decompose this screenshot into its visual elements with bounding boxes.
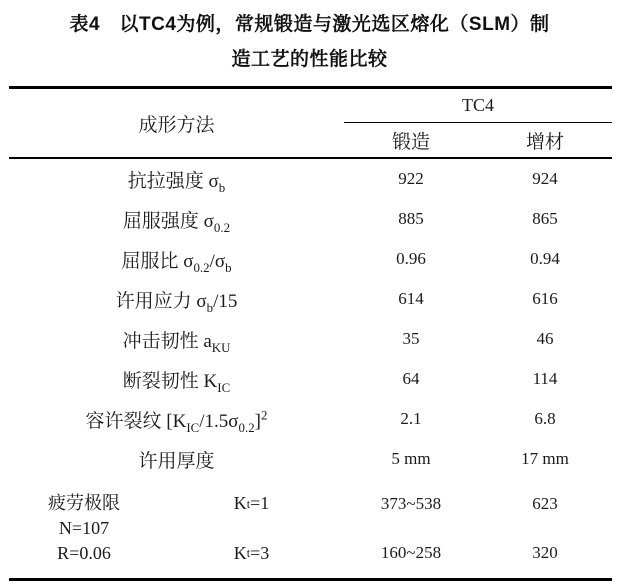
header-subcolumns [344, 123, 612, 157]
table-row [9, 439, 612, 479]
fatigue-left [9, 479, 344, 578]
table-row [9, 279, 612, 319]
caption-line-2: 造工艺的性能比较 [231, 49, 388, 70]
forge-value: 0.96 [396, 249, 426, 268]
caption-line-1: 表4 以TC4为例，常规锻造与激光选区熔化（SLM）制 [69, 14, 550, 35]
fatigue-kt-labels [159, 479, 344, 578]
fatigue-value-row [344, 529, 612, 579]
table-row [9, 319, 612, 359]
additive-value: 616 [532, 289, 558, 308]
additive-value: 924 [532, 169, 558, 188]
additive-value: 17 mm [521, 449, 569, 468]
additive-value: 865 [532, 209, 558, 228]
additive-value: 623 [532, 493, 558, 513]
forge-value: 885 [398, 209, 424, 228]
kt-label: K t =3 [233, 542, 270, 563]
fatigue-limit-block [9, 479, 612, 578]
forge-value: 35 [402, 329, 420, 348]
row-label: 许用应力 $\sigma_b/15$ [115, 290, 238, 315]
forge-value: 2.1 [400, 409, 422, 428]
fatigue-condition-n: N=107 [58, 518, 110, 538]
table-caption [0, 0, 619, 77]
table-row [9, 199, 612, 239]
additive-value: 46 [536, 329, 554, 348]
row-label: 屈服强度 $\sigma_{0.2}$ [122, 210, 231, 235]
additive-value: 114 [532, 369, 558, 388]
forge-value: 614 [398, 289, 424, 308]
header-method-cell: 成形方法 [138, 114, 215, 136]
row-label: 容许裂纹 $[K_{IC}/1.5\sigma_{0.2}]^2$ [85, 407, 268, 435]
fatigue-label: 疲劳极限 [48, 493, 120, 513]
header-col-additive: 增材 [525, 131, 564, 153]
row-label: 许用厚度 [138, 450, 215, 472]
additive-value: 320 [532, 543, 558, 563]
table-row [9, 239, 612, 279]
forge-value: 373~538 [380, 493, 442, 513]
forge-value: 922 [398, 169, 424, 188]
kt-label: K t =1 [233, 493, 270, 514]
fatigue-conditions [9, 479, 159, 578]
comparison-table [9, 86, 612, 581]
row-label: 屈服比 $\sigma_{0.2}/\sigma_b$ [121, 250, 232, 275]
fatigue-value-row [344, 479, 612, 529]
additive-value: 6.8 [534, 409, 556, 428]
row-label: 冲击韧性 $a_{KU}$ [122, 330, 231, 355]
row-label: 抗拉强度 $\sigma_b$ [127, 170, 226, 195]
header-tc4-label: TC4 [344, 89, 612, 123]
table-row [9, 399, 612, 439]
header-group-cell [344, 89, 612, 157]
fatigue-condition-r: R=0.06 [57, 543, 111, 563]
forge-value: 64 [402, 369, 420, 388]
table-row [9, 159, 612, 199]
fatigue-values [344, 479, 612, 578]
additive-value: 0.94 [530, 249, 560, 268]
header-col-forge: 锻造 [391, 131, 430, 153]
forge-value: 5 mm [391, 449, 431, 468]
row-label: 断裂韧性 $K_{IC}$ [122, 370, 231, 395]
forge-value: 160~258 [380, 543, 442, 563]
table-header [9, 89, 612, 159]
table-row [9, 359, 612, 399]
